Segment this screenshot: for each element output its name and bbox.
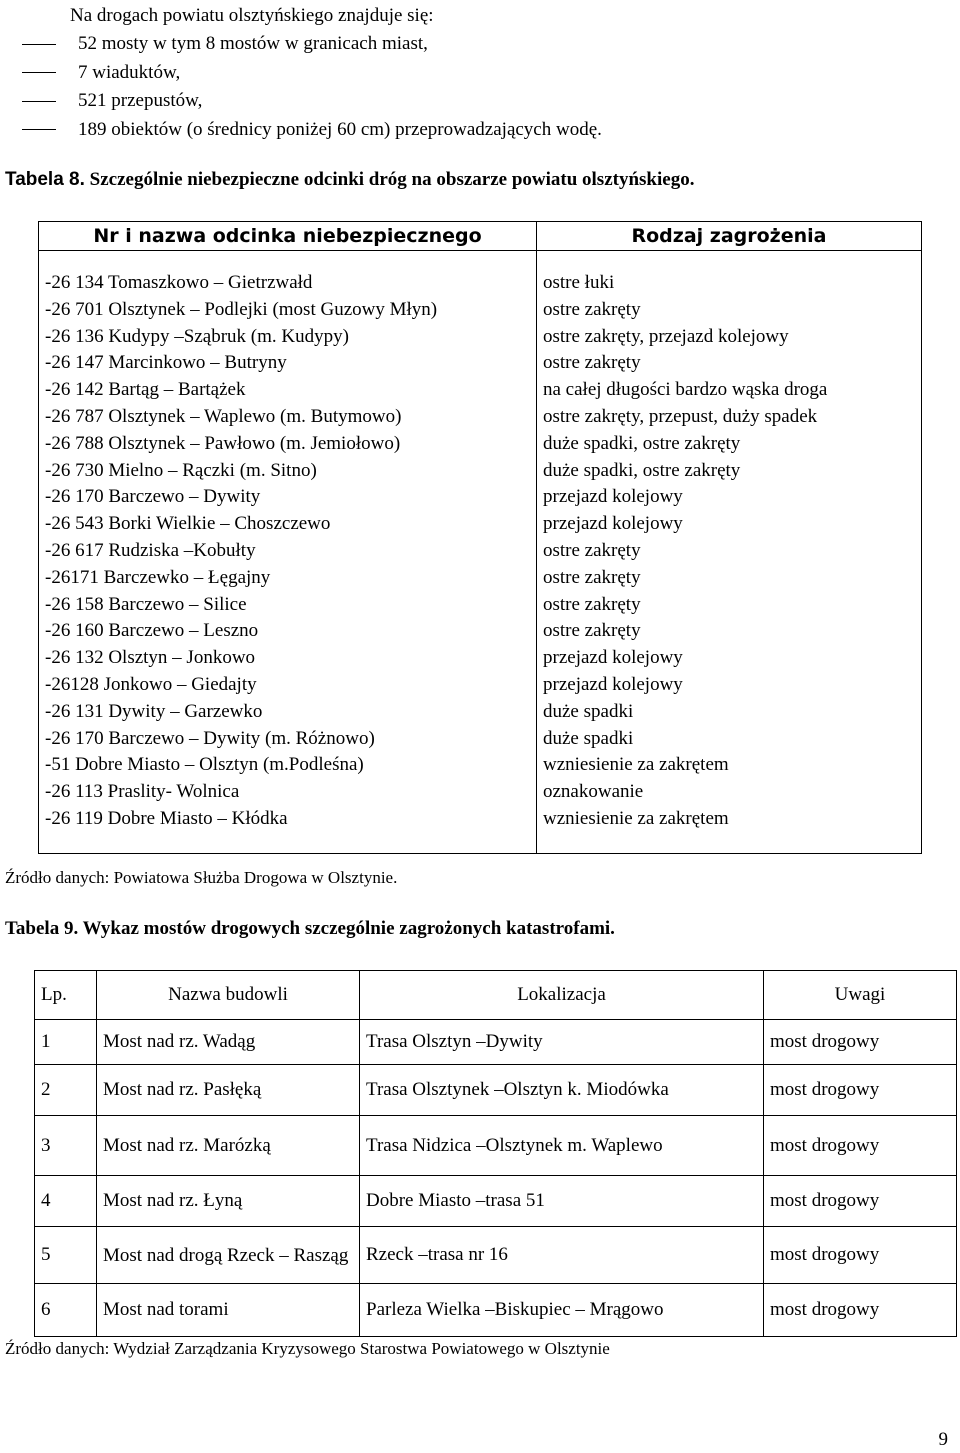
hazard-type: przejazd kolejowy — [543, 647, 683, 669]
hazard-type: ostre zakręty — [543, 539, 641, 561]
column-header: Rodzaj zagrożenia — [537, 222, 922, 251]
section-name: -26 160 Barczewo – Leszno — [45, 620, 259, 642]
dangerous-sections-table — [38, 221, 922, 854]
sections-cell — [39, 251, 537, 854]
hazard-type: oznakowanie — [543, 781, 644, 803]
table8-source: Źródło danych: Powiatowa Służba Drogowa w Olsztynie. — [5, 868, 398, 887]
hazard-type: ostre zakręty — [543, 352, 641, 374]
column-header: Lokalizacja — [360, 971, 764, 1020]
section-name: -26 787 Olsztynek – Waplewo (m. Butymowo) — [45, 405, 402, 427]
dash-icon — [22, 44, 56, 45]
table-row: 1 Most nad rz. Wadąg Trasa Olsztyn –Dywity most drogowy — [35, 1020, 957, 1065]
section-name: -26 134 Tomaszkowo – Gietrzwałd — [45, 272, 313, 293]
column-header: Nr i nazwa odcinka niebezpiecznego — [39, 222, 537, 251]
hazard-type: duże spadki, ostre zakręty — [543, 432, 741, 454]
section-name: -26 119 Dobre Miasto – Kłódka — [45, 807, 288, 829]
section-name: -26 113 Praslity- Wolnica — [45, 781, 240, 803]
section-name: -26 788 Olsztynek – Pawłowo (m. Jemiołowo) — [45, 432, 401, 454]
list-item: 521 przepustów, — [22, 87, 602, 116]
table-row: 3 Most nad rz. Marózką Trasa Nidzica –Olsztynek m. Waplewo most drogowy — [35, 1116, 957, 1176]
hazard-type: duże spadki — [543, 727, 634, 749]
hazard-type: przejazd kolejowy — [543, 513, 683, 535]
hazard-type: na całej długości bardzo wąska droga — [543, 379, 828, 401]
hazard-type: duże spadki — [543, 700, 634, 722]
section-name: -26 131 Dywity – Garzewko — [45, 700, 263, 722]
column-header: Lp. — [35, 971, 97, 1020]
section-name: -26128 Jonkowo – Giedajty — [45, 673, 257, 695]
section-name: -26 132 Olsztyn – Jonkowo — [45, 647, 256, 669]
section-name: -26 701 Olsztynek – Podlejki (most Guzowy Młyn) — [45, 298, 438, 320]
list-item: 189 obiektów (o średnicy poniżej 60 cm) przeprowadzających wodę. — [22, 116, 602, 145]
hazard-type: ostre zakręty — [543, 566, 641, 588]
section-name: -26 170 Barczewo – Dywity — [45, 486, 261, 508]
section-name: -26 617 Rudziska –Kobułty — [45, 539, 256, 561]
table-row: 4 Most nad rz. Łyną Dobre Miasto –trasa 51 most drogowy — [35, 1176, 957, 1227]
hazards-cell — [537, 251, 922, 854]
table8-caption: Tabela 8. Szczególnie niebezpieczne odcinki dróg na obszarze powiatu olsztyńskiego. — [5, 169, 695, 190]
hazard-type: ostre zakręty — [543, 298, 641, 320]
hazard-type: ostre łuki — [543, 272, 615, 293]
table-row: 5 Most nad drogą Rzeck – Rasząg Rzeck –trasa nr 16 most drogowy — [35, 1227, 957, 1284]
table-row: 2 Most nad rz. Pasłęką Trasa Olsztynek –Olsztyn k. Miodówka most drogowy — [35, 1065, 957, 1116]
intro-text: Na drogach powiatu olsztyńskiego znajduje się: — [70, 5, 434, 26]
dash-icon — [22, 72, 56, 73]
page-number: 9 — [938, 1429, 948, 1450]
list-item: 52 mosty w tym 8 mostów w granicach miast, — [22, 30, 602, 59]
hazard-type: duże spadki, ostre zakręty — [543, 459, 741, 481]
list-item: 7 wiaduktów, — [22, 59, 602, 88]
table-row: 6 Most nad torami Parleza Wielka –Biskupiec – Mrągowo most drogowy — [35, 1284, 957, 1337]
table9-caption: Tabela 9. Wykaz mostów drogowych szczególnie zagrożonych katastrofami. — [5, 918, 615, 939]
section-name: -26 158 Barczewo – Silice — [45, 593, 247, 615]
hazard-type: ostre zakręty, przepust, duży spadek — [543, 405, 818, 427]
hazard-type: wzniesienie za zakrętem — [543, 754, 729, 776]
section-name: -26 543 Borki Wielkie – Choszczewo — [45, 513, 331, 535]
bridge-stats-list — [22, 30, 602, 144]
table9-source: Źródło danych: Wydział Zarządzania Kryzysowego Starostwa Powiatowego w Olsztynie — [5, 1339, 610, 1358]
column-header: Nazwa budowli — [97, 971, 360, 1020]
hazard-type: ostre zakręty — [543, 593, 641, 615]
section-name: -26 136 Kudypy –Sząbruk (m. Kudypy) — [45, 325, 349, 347]
hazard-type: ostre zakręty, przejazd kolejowy — [543, 325, 789, 347]
hazard-type: ostre zakręty — [543, 620, 641, 642]
section-name: -26 142 Bartąg – Bartążek — [45, 379, 246, 401]
section-name: -26171 Barczewko – Łęgajny — [45, 566, 271, 588]
section-name: -26 170 Barczewo – Dywity (m. Różnowo) — [45, 727, 375, 749]
section-name: -26 730 Mielno – Rączki (m. Sitno) — [45, 459, 317, 481]
bridges-table — [34, 970, 957, 1337]
dash-icon — [22, 101, 56, 102]
hazard-type: wzniesienie za zakrętem — [543, 807, 729, 829]
section-name: -26 147 Marcinkowo – Butryny — [45, 352, 287, 374]
dash-icon — [22, 129, 56, 130]
column-header: Uwagi — [764, 971, 957, 1020]
hazard-type: przejazd kolejowy — [543, 673, 683, 695]
hazard-type: przejazd kolejowy — [543, 486, 683, 508]
section-name: -51 Dobre Miasto – Olsztyn (m.Podleśna) — [45, 754, 364, 776]
